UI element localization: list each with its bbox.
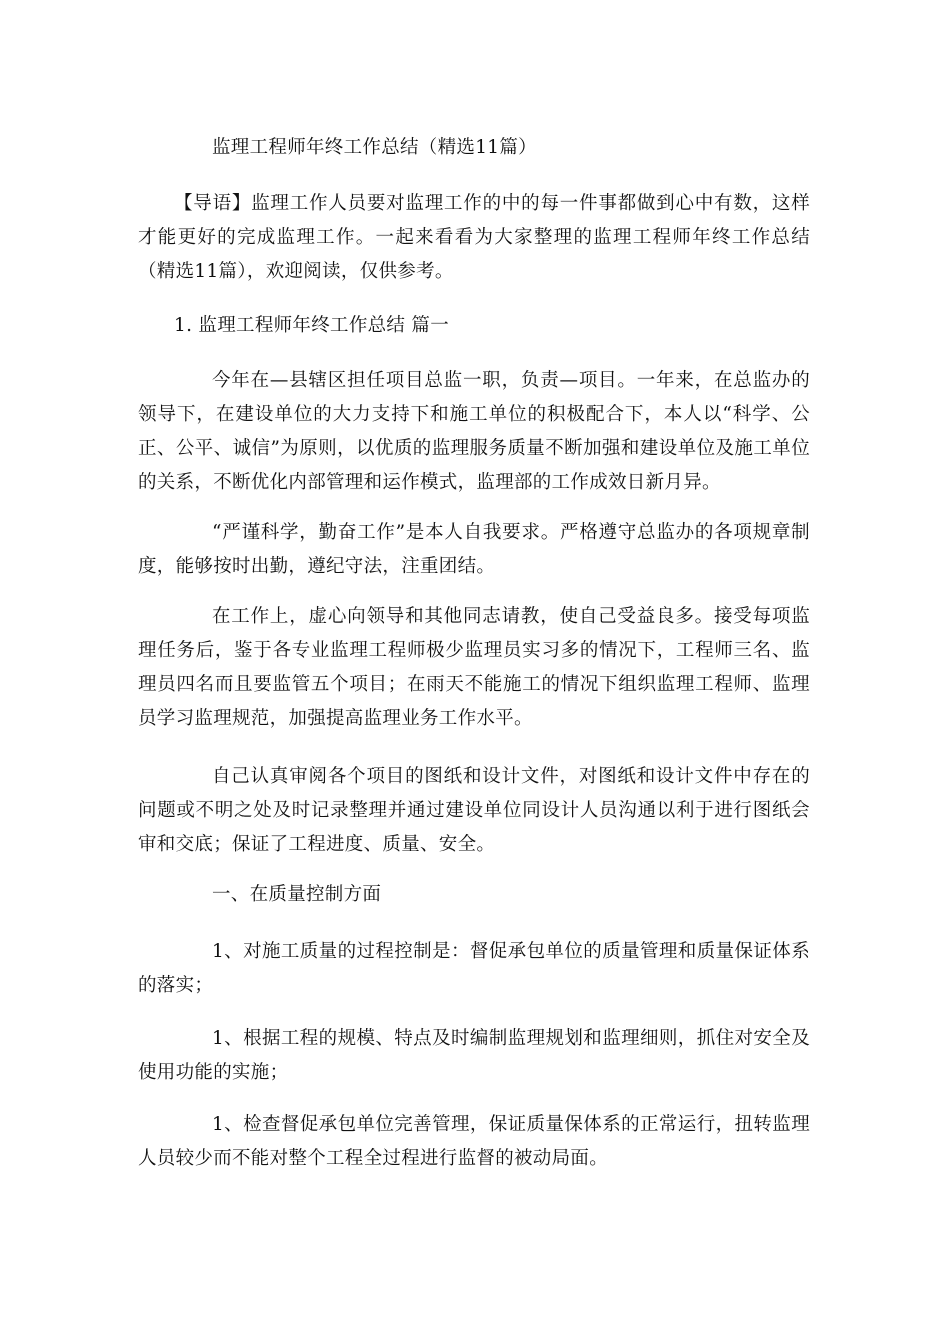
subsection-heading: 一、在质量控制方面: [212, 884, 382, 905]
section-heading: 1. 监理工程师年终工作总结 篇一: [174, 315, 450, 336]
document-title: 监理工程师年终工作总结（精选11篇）: [212, 137, 537, 158]
body-paragraph-2: “严谨科学，勤奋工作”是本人自我要求。严格遵守总监办的各项规章制度，能够按时出勤，遵纪守法，注重团结。: [138, 522, 810, 577]
body-paragraph-4: 自己认真审阅各个项目的图纸和设计文件，对图纸和设计文件中存在的问题或不明之处及时记录整理并通过建设单位同设计人员沟通以利于进行图纸会审和交底；保证了工程进度、质量、安全。: [138, 766, 810, 855]
list-item-1: 1、对施工质量的过程控制是：督促承包单位的质量管理和质量保证体系的落实；: [138, 941, 810, 996]
list-item-3: 1、检查督促承包单位完善管理，保证质量保体系的正常运行，扭转监理人员较少而不能对整个工程全过程进行监督的被动局面。: [138, 1114, 810, 1169]
body-paragraph-3: 在工作上，虚心向领导和其他同志请教，使自己受益良多。接受每项监理任务后，鉴于各专业监理工程师极少监理员实习多的情况下，工程师三名、监理员四名而且要监管五个项目；在雨天不能施工的情况下组织监理工程师、监理员学习监理规范，加强提高监理业务工作水平。: [138, 606, 810, 729]
list-item-2: 1、根据工程的规模、特点及时编制监理规划和监理细则，抓住对安全及使用功能的实施；: [138, 1028, 810, 1083]
body-paragraph-1: 今年在—县辖区担任项目总监一职，负责—项目。一年来，在总监办的领导下，在建设单位的大力支持下和施工单位的积极配合下，本人以“科学、公正、公平、诚信”为原则，以优质的监理服务质量不断加强和建设单位及施工单位的关系，不断优化内部管理和运作模式，监理部的工作成效日新月异。: [138, 370, 810, 493]
intro-paragraph: 【导语】监理工作人员要对监理工作的中的每一件事都做到心中有数，这样才能更好的完成监理工作。一起来看看为大家整理的监理工程师年终工作总结（精选11篇），欢迎阅读，仅供参考。: [138, 193, 810, 282]
